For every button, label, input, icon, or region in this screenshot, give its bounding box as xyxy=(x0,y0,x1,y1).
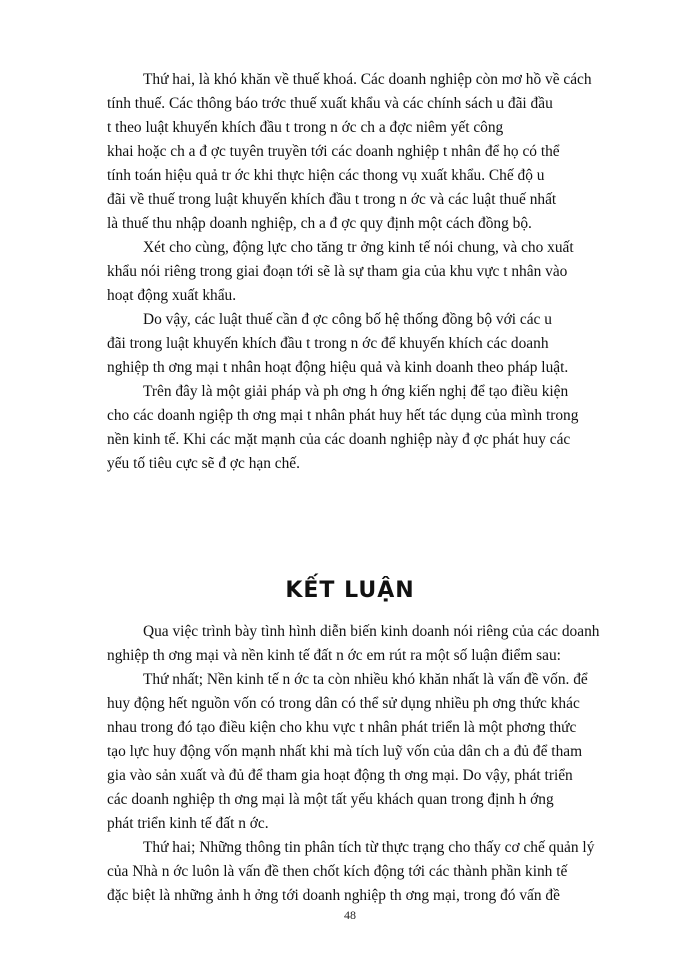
paragraph-conclusion-intro xyxy=(107,620,637,668)
text-line: nền kinh tế. Khi các mặt mạnh của các doanh nghiệp này đ ợc phát huy các xyxy=(107,431,571,448)
text-line: khai hoặc ch a đ ợc tuyên truyền tới các doanh nghiệp t nhân để họ có thể xyxy=(107,143,560,160)
text-line: Do vậy, các luật thuế cần đ ợc công bố hệ thống đồng bộ với các u xyxy=(143,311,552,328)
conclusion-heading: KẾT LUẬN xyxy=(285,578,415,603)
paragraph-first-point xyxy=(107,668,637,836)
text-line: huy động hết nguồn vốn có trong dân có thể sử dụng nhiều ph ơng thức khác xyxy=(107,695,580,712)
text-line: tính thuế. Các thông báo trớc thuế xuất khẩu và các chính sách u đãi đầu xyxy=(107,95,553,112)
text-line: phát triển kinh tế đất n ớc. xyxy=(107,815,269,832)
text-line: tạo lực huy động vốn mạnh nhất khi mà tích luỹ vốn của dân ch a đủ để tham xyxy=(107,743,583,760)
text-line: đãi về thuế trong luật khuyến khích đầu t trong n ớc và các luật thuế nhất xyxy=(107,191,557,208)
paragraph-solution-summary xyxy=(107,380,637,476)
text-line: tính toán hiệu quả tr ớc khi thực hiện các thong vụ xuất khẩu. Chế độ u xyxy=(107,167,545,184)
text-line: Trên đây là một giải pháp và ph ơng h ớng kiến nghị để tạo điều kiện xyxy=(143,383,569,400)
text-line: đặc biệt là những ảnh h ởng tới doanh nghiệp th ơng mại, trong đó vấn đề xyxy=(107,887,560,904)
paragraph-tax-law-publication xyxy=(107,308,637,380)
text-line: nghiệp th ơng mại t nhân hoạt động hiệu quả và kinh doanh theo pháp luật. xyxy=(107,359,569,376)
paragraph-tax-difficulty xyxy=(107,68,637,236)
text-line: là thuế thu nhập doanh nghiệp, ch a đ ợc quy định một cách đồng bộ. xyxy=(107,215,532,232)
text-line: nghiệp th ơng mại và nền kinh tế đất n ớc em rút ra một số luận điểm sau: xyxy=(107,647,561,664)
text-line: nhau trong đó tạo điều kiện cho khu vực t nhân phát triển là một phơng thức xyxy=(107,719,577,736)
text-line: hoạt động xuất khẩu. xyxy=(107,287,237,304)
text-line: Qua việc trình bày tình hình diễn biến kinh doanh nói riêng của các doanh xyxy=(143,623,600,640)
text-line: các doanh nghiệp th ơng mại là một tất yếu khách quan trong định h ớng xyxy=(107,791,554,808)
text-line: của Nhà n ớc luôn là vấn đề then chốt kích động tới các thành phần kinh tế xyxy=(107,863,568,880)
text-line: yếu tố tiêu cực sẽ đ ợc hạn chế. xyxy=(107,455,300,472)
text-line: Thứ hai; Những thông tin phân tích từ thực trạng cho thấy cơ chế quản lý xyxy=(143,839,595,856)
text-line: gia vào sản xuất và đủ để tham gia hoạt động th ơng mại. Do vậy, phát triển xyxy=(107,767,573,784)
page-number: 48 xyxy=(344,908,356,922)
text-line: t theo luật khuyến khích đầu t trong n ớc ch a đợc niêm yết công xyxy=(107,119,504,136)
text-line: Thứ nhất; Nền kinh tế n ớc ta còn nhiều khó khăn nhất là vấn đề vốn. để xyxy=(143,671,588,688)
paragraph-growth-motivation xyxy=(107,236,637,308)
paragraph-second-point xyxy=(107,836,637,908)
text-line: cho các doanh ngiệp th ơng mại t nhân phát huy hết tác dụng của mình trong xyxy=(107,407,579,424)
text-line: đãi trong luật khuyến khích đầu t trong n ớc để khuyến khích các doanh xyxy=(107,335,549,352)
text-line: khẩu nói riêng trong giai đoạn tới sẽ là sự tham gia của khu vực t nhân vào xyxy=(107,263,568,280)
text-line: Xét cho cùng, động lực cho tăng tr ởng kinh tế nói chung, và cho xuất xyxy=(143,239,574,256)
text-line: Thứ hai, là khó khăn về thuế khoá. Các doanh nghiệp còn mơ hồ về cách xyxy=(143,71,592,88)
